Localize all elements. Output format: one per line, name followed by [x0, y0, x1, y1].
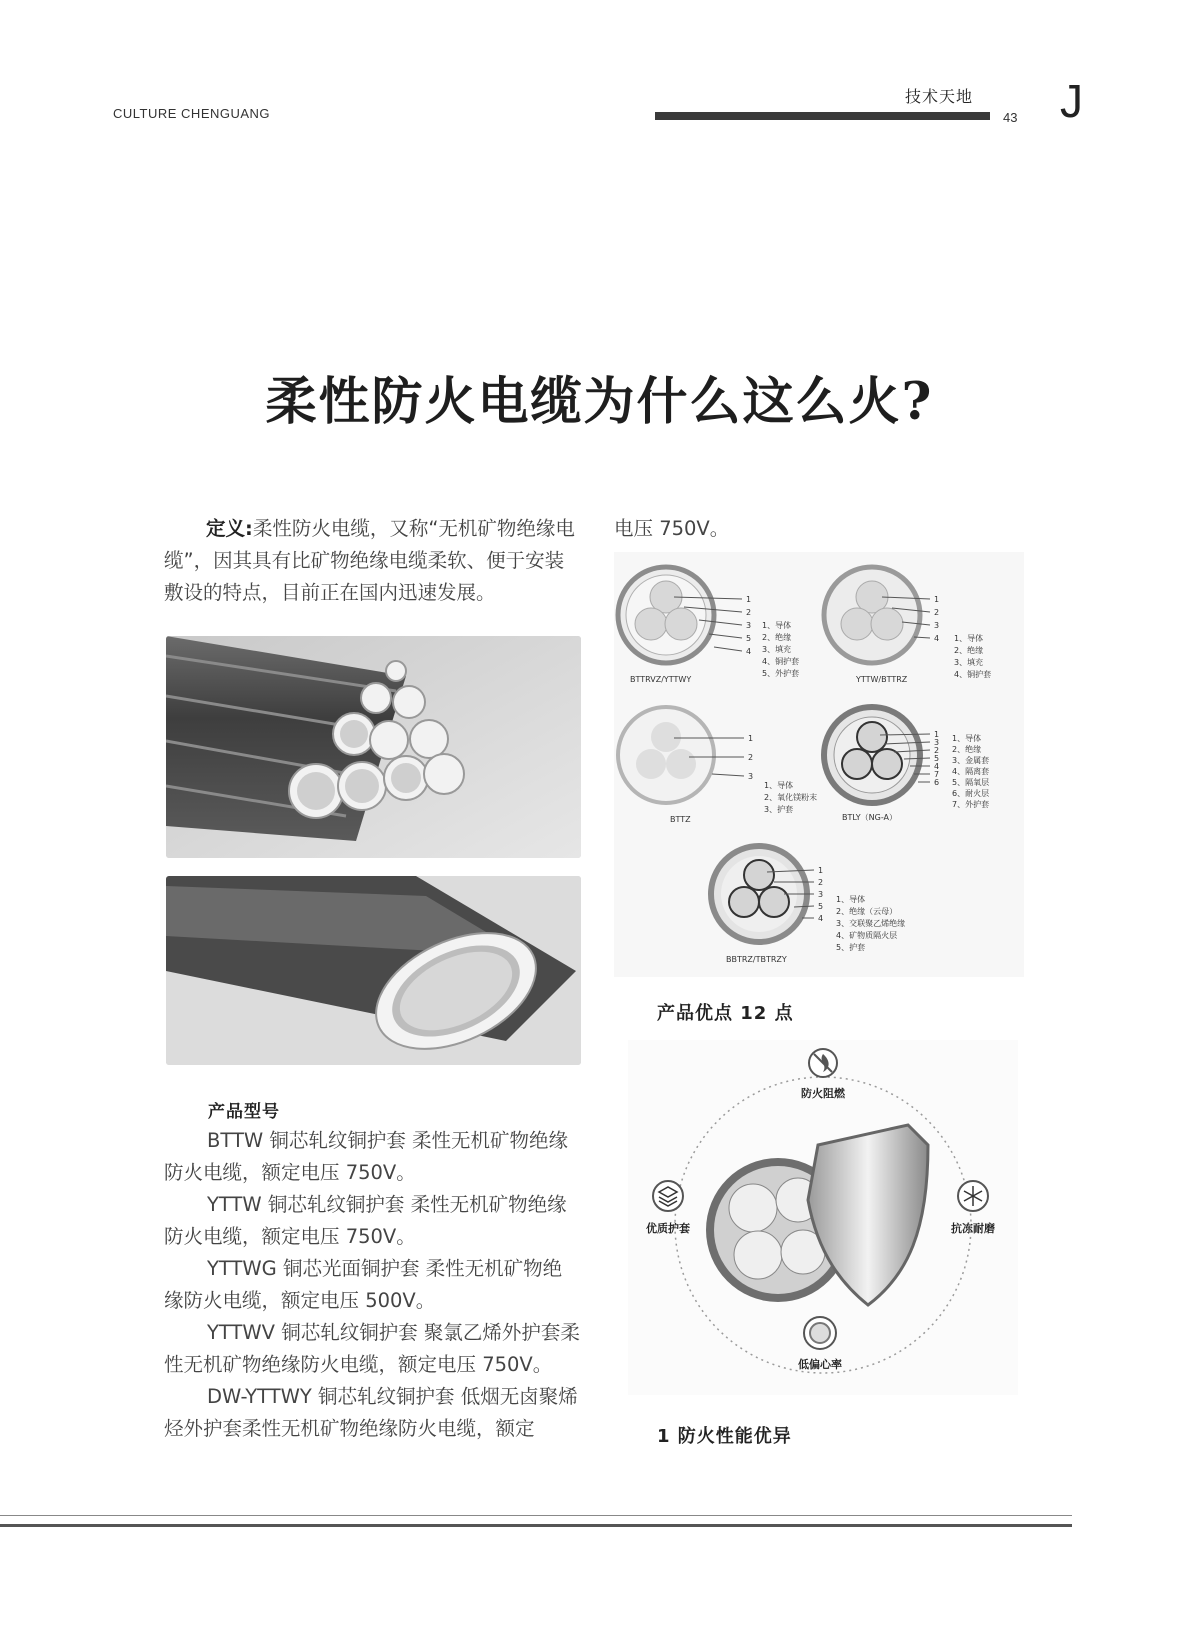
advantages-diagram [628, 1040, 1018, 1395]
advantages-heading: 产品优点 12 点 [657, 1003, 794, 1024]
legend-item: 4、隔离套 [952, 767, 990, 776]
callout-number: 3 [934, 738, 940, 747]
cable-bundle-photo [166, 636, 581, 858]
legend-item: 1、导体 [952, 734, 982, 743]
advantage-label-left: 优质护套 [646, 1222, 690, 1235]
section-name: 技术天地 [905, 87, 974, 106]
legend-item: 1、导体 [762, 621, 792, 630]
definition-text: 柔性防火电缆，又称“无机矿物绝缘电缆”，因其具有比矿物绝缘电缆柔软、便于安装敷设的特点，目前正在国内迅速发展。 [164, 517, 575, 604]
legend-item: 3、交联聚乙烯绝缘 [836, 919, 906, 928]
callout-number: 3 [748, 772, 754, 781]
magazine-name: CULTURE CHENGUANG [113, 106, 271, 121]
callout-number: 5 [934, 754, 940, 763]
callout-number: 2 [934, 746, 940, 755]
layers-icon [653, 1181, 683, 1211]
cross-sections-svg [614, 552, 1024, 977]
models-list [164, 1125, 580, 1445]
legend-item: 7、外护套 [952, 800, 990, 809]
footer-rule-thick [0, 1524, 1072, 1527]
section-logo-letter: J [1060, 75, 1083, 127]
model-item: YTTWV 铜芯轧纹铜护套 聚氯乙烯外护套柔性无机矿物绝缘防火电缆，额定电压 750V。 [164, 1321, 580, 1376]
cross-section-name: YTTW/BTTRZ [856, 675, 908, 684]
definition-label: 定义: [206, 517, 253, 540]
single-cable-illustration [166, 876, 581, 1065]
single-cable-photo [166, 876, 581, 1065]
models-heading: 产品型号 [208, 1102, 280, 1122]
legend-item: 3、护套 [764, 805, 794, 814]
callout-number: 5 [746, 634, 752, 643]
fire-resistant-icon [809, 1049, 837, 1077]
cross-section-3 [618, 707, 817, 824]
callout-number: 6 [934, 778, 940, 787]
advantages-diagram-svg [628, 1040, 1018, 1395]
concentric-circle-icon [804, 1317, 836, 1349]
header-rule [655, 112, 990, 120]
cross-section-name: BBTRZ/TBTRZY [726, 955, 787, 964]
cross-section-1 [618, 567, 799, 684]
cross-section-name: BTTRVZ/YTTWY [630, 675, 692, 684]
legend-item: 3、填充 [762, 645, 792, 654]
snowflake-icon [958, 1181, 988, 1211]
callout-number: 2 [748, 753, 754, 762]
legend-item: 2、氧化镁粉末 [764, 793, 818, 802]
advantage-label-top: 防火阻燃 [801, 1087, 845, 1100]
callout-number: 1 [746, 595, 752, 604]
callout-number: 4 [934, 634, 940, 643]
callout-number: 1 [934, 730, 940, 739]
legend-item: 1、导体 [764, 781, 794, 790]
cable-bundle-illustration [166, 636, 581, 858]
legend-item: 1、导体 [836, 895, 866, 904]
legend-item: 5、外护套 [762, 669, 800, 678]
callout-number: 3 [934, 621, 940, 630]
callout-number: 7 [934, 770, 940, 779]
callout-number: 2 [934, 608, 940, 617]
article-title: 柔性防火电缆为什么这么火? [265, 372, 934, 432]
callout-number: 4 [818, 914, 824, 923]
legend-item: 4、矿物质隔火层 [836, 931, 898, 940]
legend-item: 3、金属套 [952, 756, 990, 765]
callout-number: 1 [934, 595, 940, 604]
callout-number: 3 [818, 890, 824, 899]
model-item: DW-YTTWY 铜芯轧纹铜护套 低烟无卤聚烯烃外护套柔性无机矿物绝缘防火电缆，额定 [164, 1385, 578, 1440]
legend-item: 5、隔氧层 [952, 778, 990, 787]
callout-number: 4 [746, 647, 752, 656]
legend-item: 1、导体 [954, 634, 984, 643]
footer-rule-thin [0, 1515, 1072, 1516]
callout-number: 4 [934, 762, 940, 771]
callout-number: 2 [818, 878, 824, 887]
advantage-label-right: 抗冻耐磨 [951, 1222, 995, 1235]
callout-number: 5 [818, 902, 824, 911]
model-item: YTTWG 铜芯光面铜护套 柔性无机矿物绝缘防火电缆，额定电压 500V。 [164, 1257, 563, 1312]
page-number: 43 [1003, 110, 1018, 125]
callout-number: 3 [746, 621, 752, 630]
cross-section-4 [824, 707, 989, 822]
legend-item: 2、绝缘 [954, 646, 984, 655]
legend-item: 6、耐火层 [952, 789, 990, 798]
callout-number: 2 [746, 608, 752, 617]
legend-item: 4、铜护套 [954, 670, 992, 679]
cross-section-5 [711, 846, 905, 964]
cross-section-2 [824, 567, 991, 684]
cable-cross-sections-figure [614, 552, 1024, 977]
legend-item: 3、填充 [954, 658, 984, 667]
callout-number: 1 [748, 734, 754, 743]
model-item: YTTW 铜芯轧纹铜护套 柔性无机矿物绝缘防火电缆，额定电压 750V。 [164, 1193, 567, 1248]
advantage-label-bottom: 低偏心率 [798, 1358, 842, 1371]
point-1-heading: 1 防火性能优异 [657, 1426, 792, 1447]
legend-item: 2、绝缘（云母） [836, 907, 898, 916]
legend-item: 2、绝缘 [952, 745, 982, 754]
legend-item: 4、铜护套 [762, 657, 800, 666]
callout-number: 1 [818, 866, 824, 875]
legend-item: 2、绝缘 [762, 633, 792, 642]
continuation-text: 电压 750V。 [614, 517, 730, 540]
cross-section-name: BTLY（NG-A） [842, 813, 898, 822]
cross-section-name: BTTZ [670, 815, 691, 824]
definition-paragraph [164, 513, 580, 609]
model-item: BTTW 铜芯轧纹铜护套 柔性无机矿物绝缘防火电缆，额定电压 750V。 [164, 1129, 569, 1184]
legend-item: 5、护套 [836, 943, 866, 952]
